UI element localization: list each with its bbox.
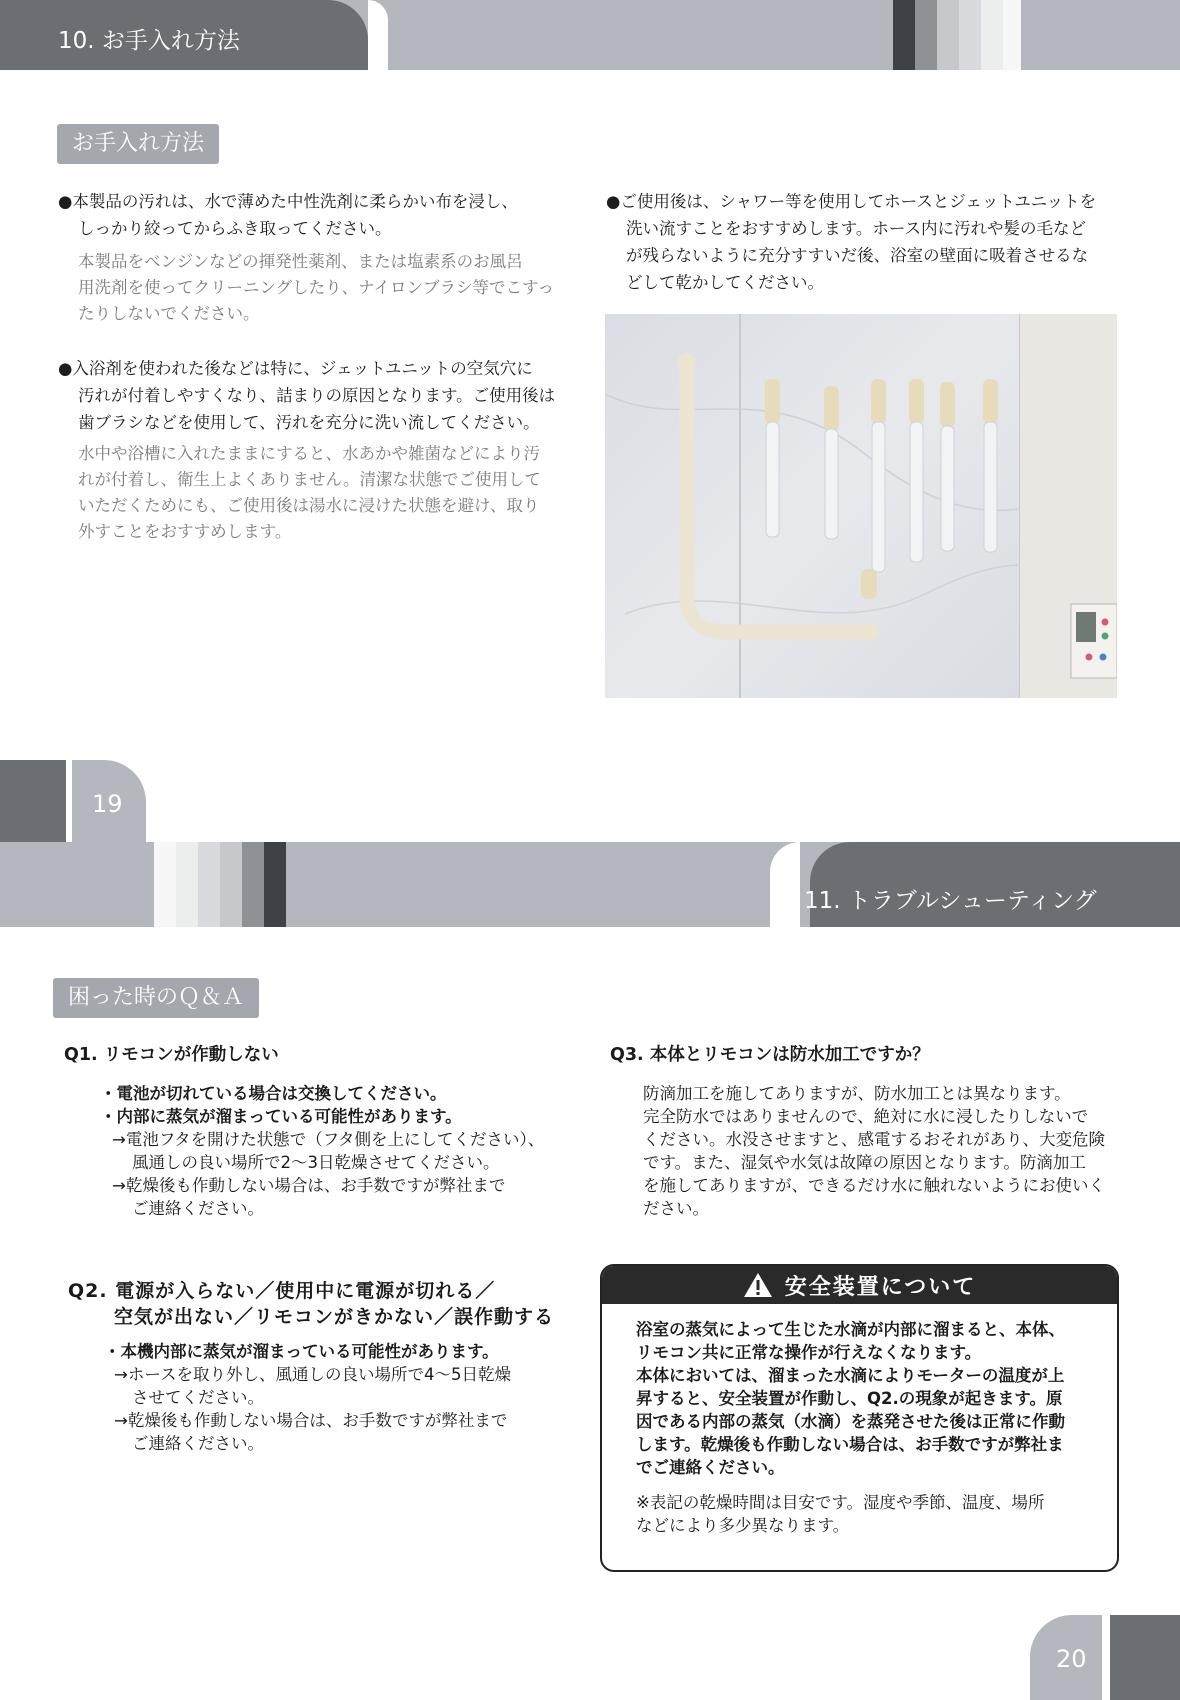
q3-title: Q3. 本体とリモコンは防水加工ですか？ [610, 1045, 930, 1065]
header-stripe [981, 0, 1003, 70]
photo-illustration [605, 314, 1117, 698]
page-number-19: 19 [92, 790, 123, 818]
page20-corner-block [1110, 1615, 1180, 1700]
warning-icon [743, 1272, 773, 1298]
header-stripe [1003, 0, 1021, 70]
header-stripe [915, 0, 937, 70]
q3-answer: 防滴加工を施してありますが、防水加工とは異なります。 完全防水ではありませんので、絶対に水に浸したりしないで ください。水没させますと、感電するおそれがあり、大変危険 です。また、湿気や水気は故障の原因となります。防滴加工 を施してありますが、できるだけ水に触れないようにお使いく ださい。 [643, 1084, 1105, 1218]
safety-notice-box [600, 1264, 1119, 1572]
header-stripe [893, 0, 915, 70]
header2-stripe [154, 842, 176, 927]
care-left-column [58, 188, 578, 545]
q2-title: Q2. 電源が入らない／使用中に電源が切れる／ 空気が出ない／リモコンがきかない／誤作動する [68, 1280, 555, 1328]
care-bullet-1: ●本製品の汚れは、水で薄めた中性洗剤に柔らかい布を浸し、 しっかり絞ってからふき取ってください。 [58, 192, 518, 238]
header2-stripe [242, 842, 264, 927]
hoses-on-wall-photo [605, 314, 1117, 698]
q1-answer: ・電池が切れている場合は交換してください。 ・内部に蒸気が溜まっている可能性があります。 →電池フタを開けた状態で（フタ側を上にしてください）、 風通しの良い場所で2～3日乾燥させてください。 →乾燥後も作動しない場合は、お手数ですが弊社まで ご連絡ください。 [100, 1084, 545, 1218]
header-divider [368, 0, 388, 70]
safety-note: ※表記の乾燥時間は目安です。湿度や季節、温度、場所 などにより多少異なります。 [636, 1493, 1045, 1535]
safety-body: 浴室の蒸気によって生じた水滴が内部に溜まると、本体、 リモコン共に正常な操作が行えなくなります。 本体においては、溜まった水滴によりモーターの温度が上 昇すると、安全装置が作動し、Q2.の現象が起きます。原 因である内部の蒸気（水滴）を蒸発させた後は正常に作動 します。乾燥後も作動しない場合は、お手数ですが弊社ま でご連絡ください。 [636, 1320, 1065, 1477]
page-number-20: 20 [1056, 1645, 1087, 1673]
header-stripe [959, 0, 981, 70]
header-stripe [937, 0, 959, 70]
header2-stripe [176, 842, 198, 927]
section-label-care: お手入れ方法 [57, 124, 219, 164]
page19-corner-block [0, 760, 66, 842]
header2-title: 11. トラブルシューティング [804, 888, 1097, 914]
q2-answer: ・本機内部に蒸気が溜まっている可能性があります。 →ホースを取り外し、風通しの良い場所で4～5日乾燥 させてください。 →乾燥後も作動しない場合は、お手数ですが弊社まで ご連絡ください。 [104, 1342, 511, 1453]
safety-header [602, 1266, 1117, 1304]
care-bullet-2: ●入浴剤を使われた後などは特に、ジェットユニットの空気穴に 汚れが付着しやすくなり、詰まりの原因となります。ご使用後は 歯ブラシなどを使用して、汚れを充分に洗い流してください。 [58, 359, 556, 432]
header2-stripe [264, 842, 286, 927]
header2-divider [770, 842, 800, 927]
care-note-1: 本製品をベンジンなどの揮発性薬剤、または塩素系のお風呂 用洗剤を使ってクリーニングしたり、ナイロンブラシ等でこすっ たりしないでください。 [78, 252, 555, 323]
header2-stripe [220, 842, 242, 927]
section-label-qa: 困った時のＱ＆Ａ [53, 978, 259, 1018]
care-right-bullet: ●ご使用後は、シャワー等を使用してホースとジェットユニットを 洗い流すことをおすすめします。ホース内に汚れや髪の毛など が残らないように充分すすいだ後、浴室の壁面に吸着させるな どして乾かしてください。 [606, 192, 1097, 292]
care-note-2: 水中や浴槽に入れたままにすると、水あかや雑菌などにより汚 れが付着し、衛生上よくありません。清潔な状態でご使用して いただくためにも、ご使用後は湯水に浸けた状態を避け、取り 外すことをおすすめします。 [78, 444, 541, 541]
header2-stripe [198, 842, 220, 927]
q1-title: Q1. リモコンが作動しない [64, 1045, 279, 1065]
header-title: 10. お手入れ方法 [58, 28, 240, 54]
safety-title: 安全装置について [784, 1274, 977, 1300]
